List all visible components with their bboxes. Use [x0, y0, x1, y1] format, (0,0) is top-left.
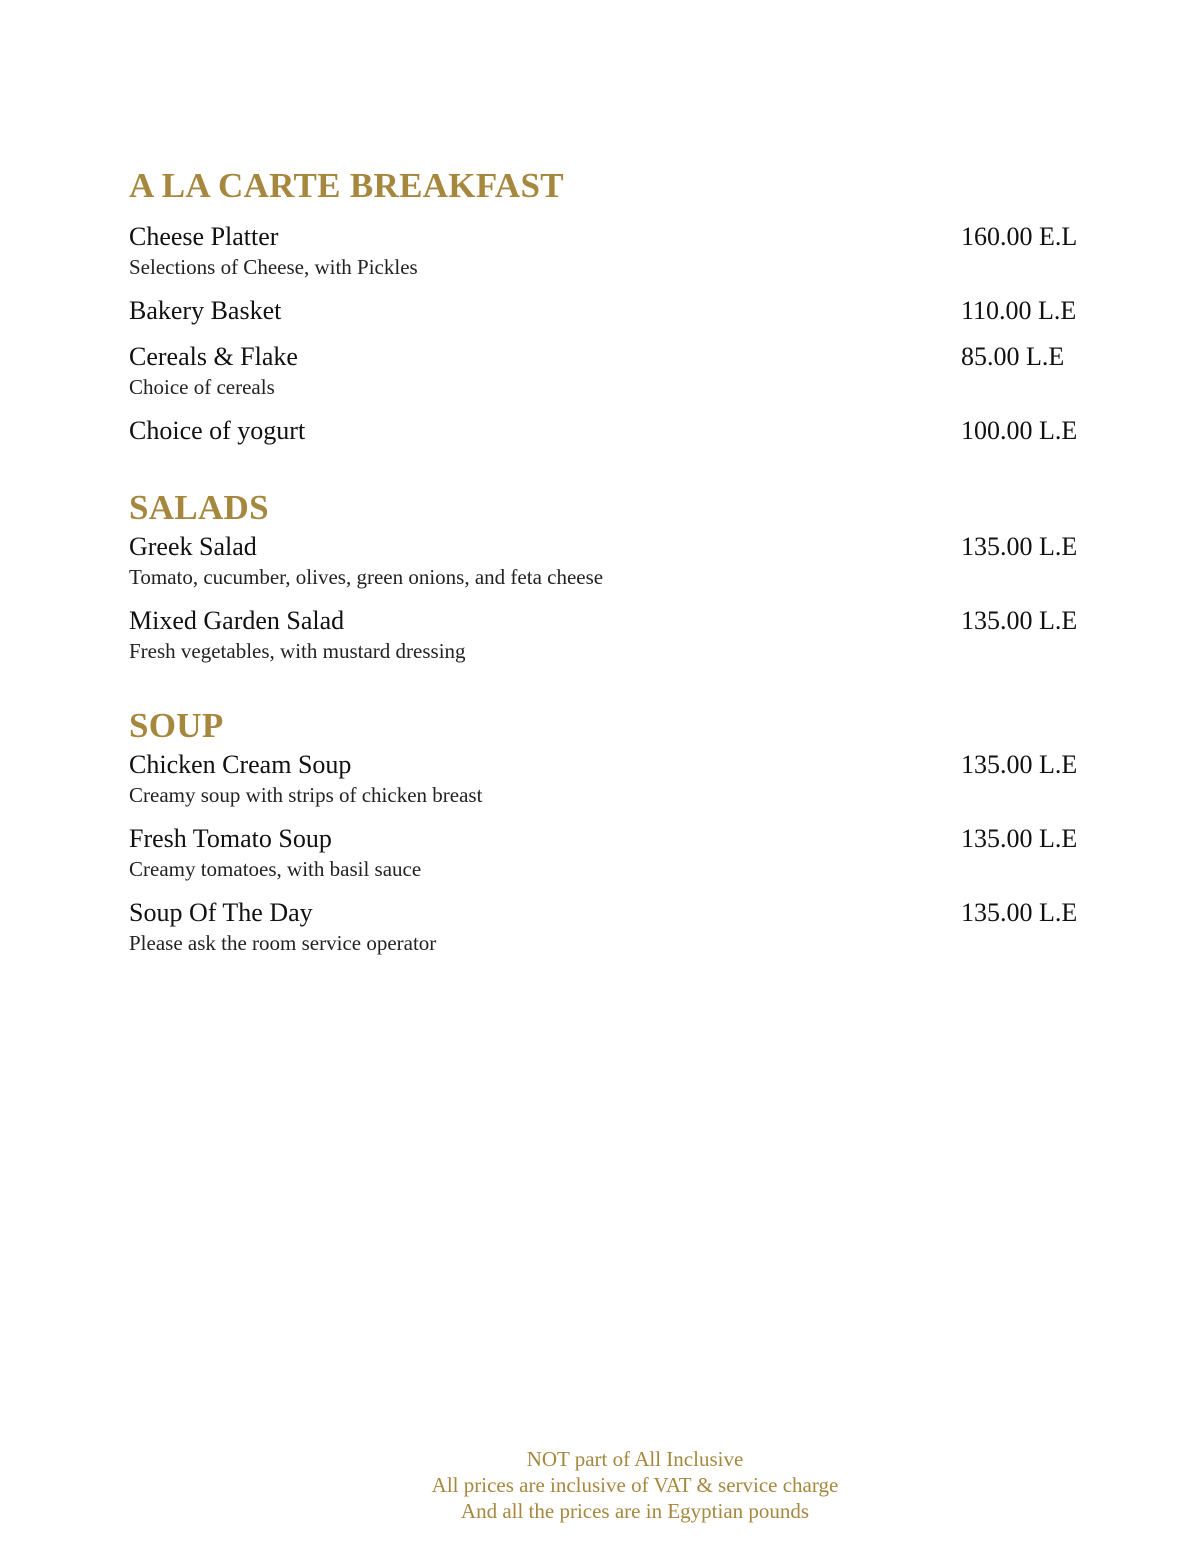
item-price: 135.00 L.E: [961, 898, 1078, 927]
item-price: 110.00 L.E: [961, 296, 1077, 325]
menu-item: [129, 896, 1089, 957]
section-soup: [129, 706, 1089, 957]
item-name: Fresh Tomato Soup: [129, 824, 332, 853]
menu-item: [129, 530, 1089, 591]
footer-line-vat: All prices are inclusive of VAT & service charge: [431, 1473, 839, 1497]
section-title: SALADS: [129, 488, 269, 527]
item-name: Cereals & Flake: [129, 342, 298, 371]
item-description: Creamy soup with strips of chicken breast: [129, 783, 483, 807]
item-price: 135.00 L.E: [961, 750, 1078, 779]
section-title: A LA CARTE BREAKFAST: [129, 166, 564, 205]
item-name: Cheese Platter: [129, 222, 279, 251]
menu-item: [129, 604, 1089, 665]
item-name: Soup Of The Day: [129, 898, 313, 927]
item-price: 135.00 L.E: [961, 606, 1078, 635]
section-title: SOUP: [129, 706, 224, 745]
item-price: 160.00 E.L: [961, 222, 1078, 251]
section-salads: [129, 488, 1089, 665]
item-name: Choice of yogurt: [129, 416, 306, 445]
menu-item: [129, 822, 1089, 883]
item-name: Mixed Garden Salad: [129, 606, 345, 635]
menu-item: [129, 220, 1089, 281]
item-description: Choice of cereals: [129, 375, 275, 399]
footer-line-currency: And all the prices are in Egyptian pounds: [460, 1499, 810, 1523]
item-description: Creamy tomatoes, with basil sauce: [129, 857, 422, 881]
item-name: Bakery Basket: [129, 296, 282, 325]
item-description: Tomato, cucumber, olives, green onions, and feta cheese: [129, 565, 604, 589]
item-price: 85.00 L.E: [961, 342, 1065, 371]
item-description: Selections of Cheese, with Pickles: [129, 255, 418, 279]
item-name: Greek Salad: [129, 532, 257, 561]
footer-note: [0, 1446, 1200, 1524]
menu-item: [129, 748, 1089, 809]
item-price: 135.00 L.E: [961, 532, 1078, 561]
item-price: 135.00 L.E: [961, 824, 1078, 853]
menu-item: [129, 340, 1089, 401]
menu-item: [129, 294, 1089, 328]
item-description: Fresh vegetables, with mustard dressing: [129, 639, 466, 663]
item-description: Please ask the room service operator: [129, 931, 437, 955]
section-breakfast: [129, 166, 1089, 448]
item-price: 100.00 L.E: [961, 416, 1078, 445]
menu-item: [129, 414, 1089, 448]
item-name: Chicken Cream Soup: [129, 750, 352, 779]
footer-line-inclusive: NOT part of All Inclusive: [526, 1447, 744, 1471]
